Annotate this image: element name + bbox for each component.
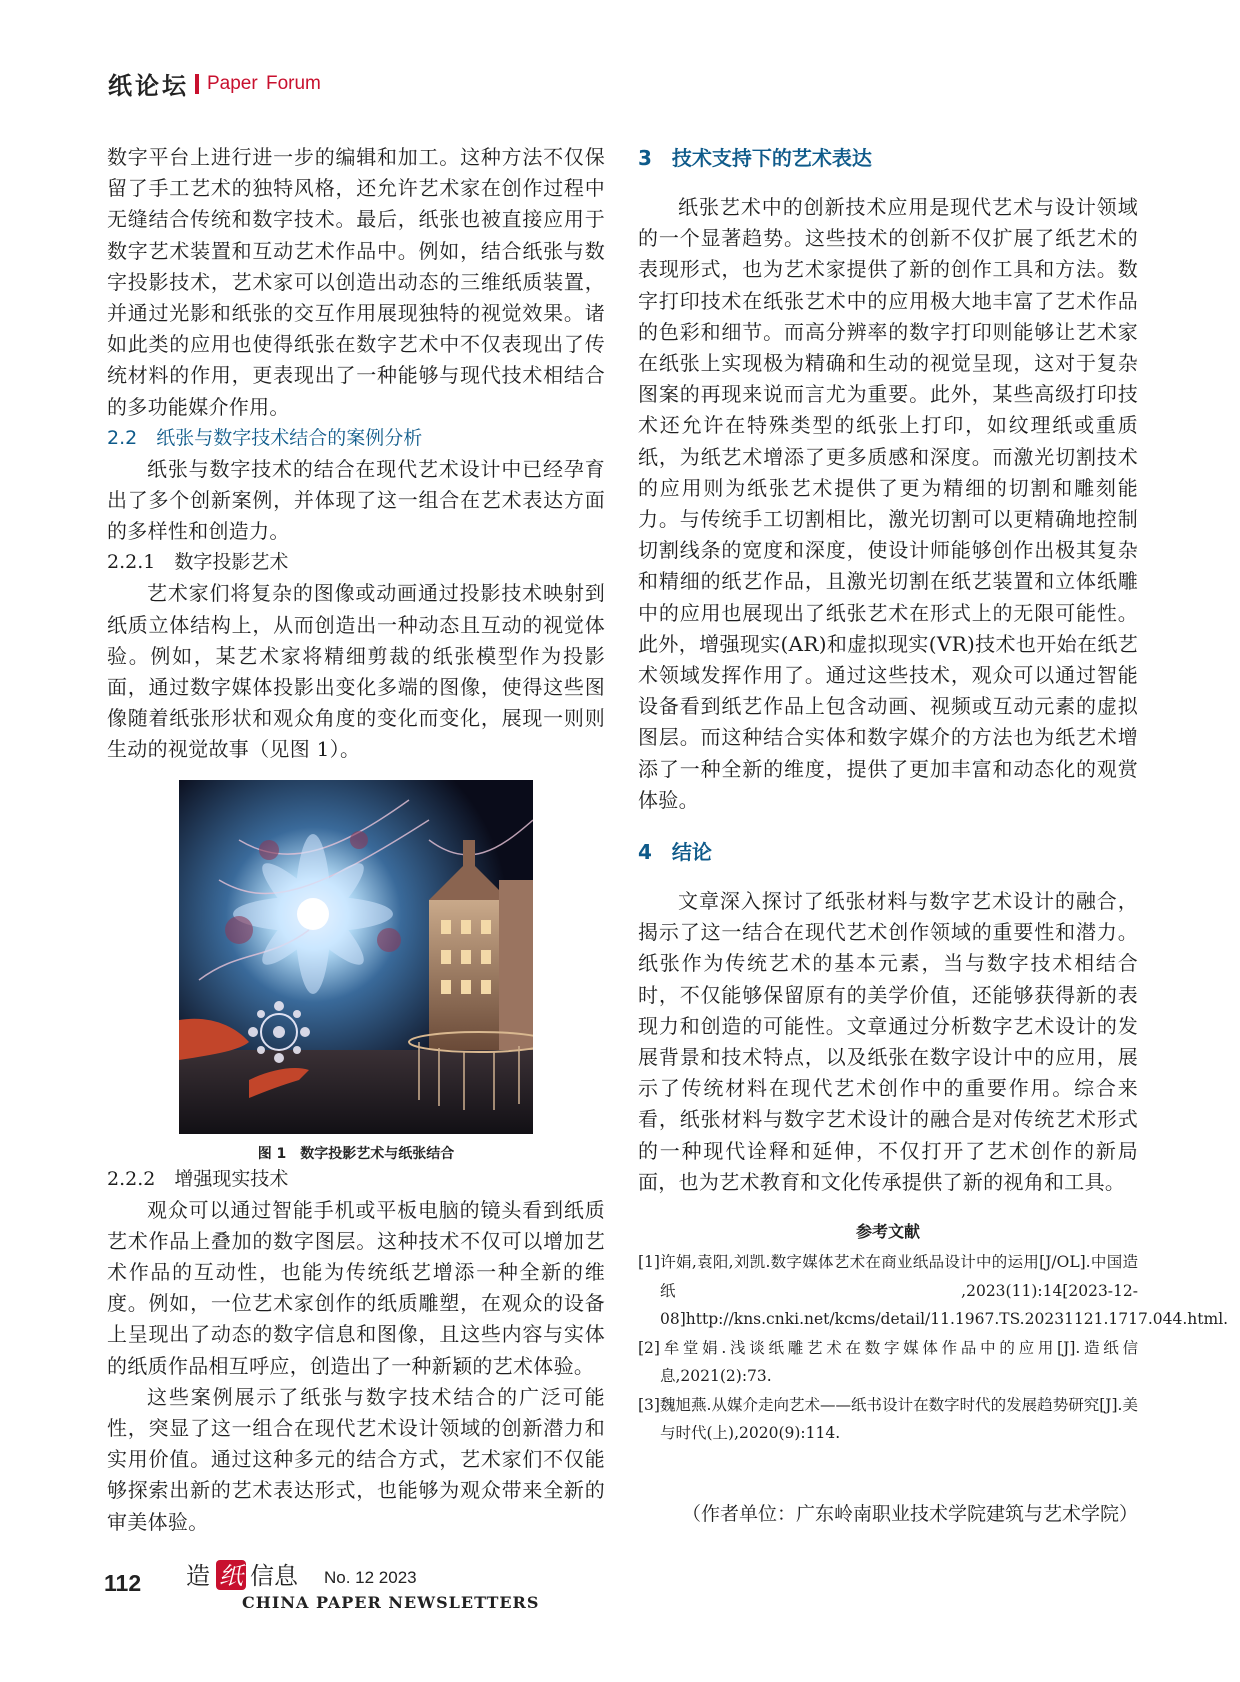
section-heading-2-2-2: 2.2.2 增强现实技术 <box>107 1167 289 1190</box>
author-affiliation: （作者单位：广东岭南职业技术学院建筑与艺术学院） <box>681 1502 1138 1525</box>
body-paragraph: 纸张与数字技术的结合在现代艺术设计中已经孕育出了多个创新案例，并体现了这一组合在艺术表达方面的多样性和创造力。 <box>107 456 605 544</box>
left-column <box>107 142 605 1538</box>
header-title-en: Paper Forum <box>207 72 321 94</box>
running-header <box>108 66 321 101</box>
page-footer <box>104 1562 644 1622</box>
reference-item: [2]牟堂娟.浅谈纸雕艺术在数字媒体作品中的应用[J].造纸信息,2021(2):73. <box>638 1338 1138 1386</box>
header-title-cn: 纸论坛 <box>108 72 189 100</box>
reference-item: [1]许娟,袁阳,刘凯.数字媒体艺术在商业纸品设计中的运用[J/OL].中国造纸,2023(11):14[2023-12-08]http://kns.cnki.net/kcms/detail/11.1967.TS.20231121.1717.044.html. <box>638 1253 1229 1329</box>
issue-number: No. 12 2023 <box>324 1568 417 1587</box>
figure-1 <box>179 780 533 1164</box>
logo-char-1: 造 <box>186 1562 210 1590</box>
page-number: 112 <box>104 1570 142 1596</box>
logo-char-2: 纸 <box>219 1562 243 1590</box>
journal-name-en: CHINA PAPER NEWSLETTERS <box>242 1593 540 1612</box>
figure-caption: 图 1 数字投影艺术与纸张结合 <box>257 1145 455 1162</box>
references-title: 参考文献 <box>855 1222 920 1242</box>
body-paragraph: 纸张艺术中的创新技术应用是现代艺术与设计领域的一个显著趋势。这些技术的创新不仅扩展了纸艺术的表现形式，也为艺术家提供了新的创作工具和方法。数字打印技术在纸张艺术中的应用极大地丰富了艺术作品的色彩和细节。而高分辨率的数字打印则能够让艺术家在纸张上实现极为精确和生动的视觉呈现，这对于复杂图案的再现来说而言尤为重要。此外，某些高级打印技术还允许在特殊类型的纸张上打印，如纹理纸或重质纸，为纸艺术增添了更多质感和深度。而激光切割技术的应用则为纸张艺术提供了更为精细的切割和雕刻能力。与传统手工切割相比，激光切割可以更精确地控制切割线条的宽度和深度，使设计师能够创作出极其复杂和精细的纸艺作品，且激光切割在纸艺装置和立体纸雕中的应用也展现出了纸张艺术在形式上的无限可能性。此外，增强现实(AR)和虚拟现实(VR)技术也开始在纸艺术领域发挥作用了。通过这些技术，观众可以通过智能设备看到纸艺作品上包含动画、视频或互动元素的虚拟图层。而这种结合实体和数字媒介的方法也为纸艺术增添了一种全新的维度，提供了更加丰富和动态化的观赏体验。 <box>638 195 1138 812</box>
reference-item: [3]魏旭燕.从媒介走向艺术——纸书设计在数字时代的发展趋势研究[J].美与时代(上),2020(9):114. <box>638 1395 1138 1443</box>
right-column <box>638 142 1229 1528</box>
body-paragraph: 艺术家们将复杂的图像或动画通过投影技术映射到纸质立体结构上，从而创造出一种动态且互动的视觉体验。例如，某艺术家将精细剪裁的纸张模型作为投影面，通过数字媒体投影出变化多端的图像，使得这些图像随着纸张形状和观众角度的变化而变化，展现一则则生动的视觉故事（见图 1）。 <box>107 581 605 762</box>
section-heading-2-2: 2.2 纸张与数字技术结合的案例分析 <box>107 426 423 449</box>
journal-logo <box>186 1558 646 1618</box>
section-heading-2-2-1: 2.2.1 数字投影艺术 <box>107 551 289 574</box>
body-paragraph: 观众可以通过智能手机或平板电脑的镜头看到纸质艺术作品上叠加的数字图层。这种技术不仅可以增加艺术作品的互动性，也能为传统纸艺增添一种全新的维度。例如，一位艺术家创作的纸质雕塑，在观众的设备上呈现出了动态的数字信息和图像，且这些内容与实体的纸质作品相互呼应，创造出了一种新颖的艺术体验。 <box>107 1197 605 1378</box>
section-heading-4: 4 结论 <box>638 840 712 865</box>
body-paragraph: 数字平台上进行进一步的编辑和加工。这种方法不仅保留了手工艺术的独特风格，还允许艺术家在创作过程中无缝结合传统和数字技术。最后，纸张也被直接应用于数字艺术装置和互动艺术作品中。例如，结合纸张与数字投影技术，艺术家可以创造出动态的三维纸质装置，并通过光影和纸张的交互作用展现独特的视觉效果。诸如此类的应用也使得纸张在数字艺术中不仅表现出了传统材料的作用，更表现出了一种能够与现代技术相结合的多功能媒介作用。 <box>107 145 605 419</box>
projection-artwork-image <box>179 780 533 1134</box>
body-paragraph: 文章深入探讨了纸张材料与数字艺术设计的融合，揭示了这一结合在现代艺术创作领域的重要性和潜力。纸张作为传统艺术的基本元素，当与数字技术相结合时，不仅能够保留原有的美学价值，还能够获得新的表现力和创造的可能性。文章通过分析数字艺术设计的发展背景和技术特点，以及纸张在数字设计中的应用，展示了传统材料在现代艺术创作中的重要作用。综合来看，纸张材料与数字艺术设计的融合是对传统艺术形式的一种现代诠释和延伸，不仅打开了艺术创作的新局面，也为艺术教育和文化传承提供了新的视角和工具。 <box>638 889 1138 1194</box>
section-heading-3: 3 技术支持下的艺术表达 <box>638 146 872 170</box>
header-divider <box>195 74 199 94</box>
body-paragraph: 这些案例展示了纸张与数字技术结合的广泛可能性，突显了这一组合在现代艺术设计领域的创新潜力和实用价值。通过这种多元的结合方式，艺术家们不仅能够探索出新的艺术表达形式，也能够为观众带来全新的审美体验。 <box>107 1384 605 1534</box>
logo-char-3: 信息 <box>250 1562 298 1590</box>
